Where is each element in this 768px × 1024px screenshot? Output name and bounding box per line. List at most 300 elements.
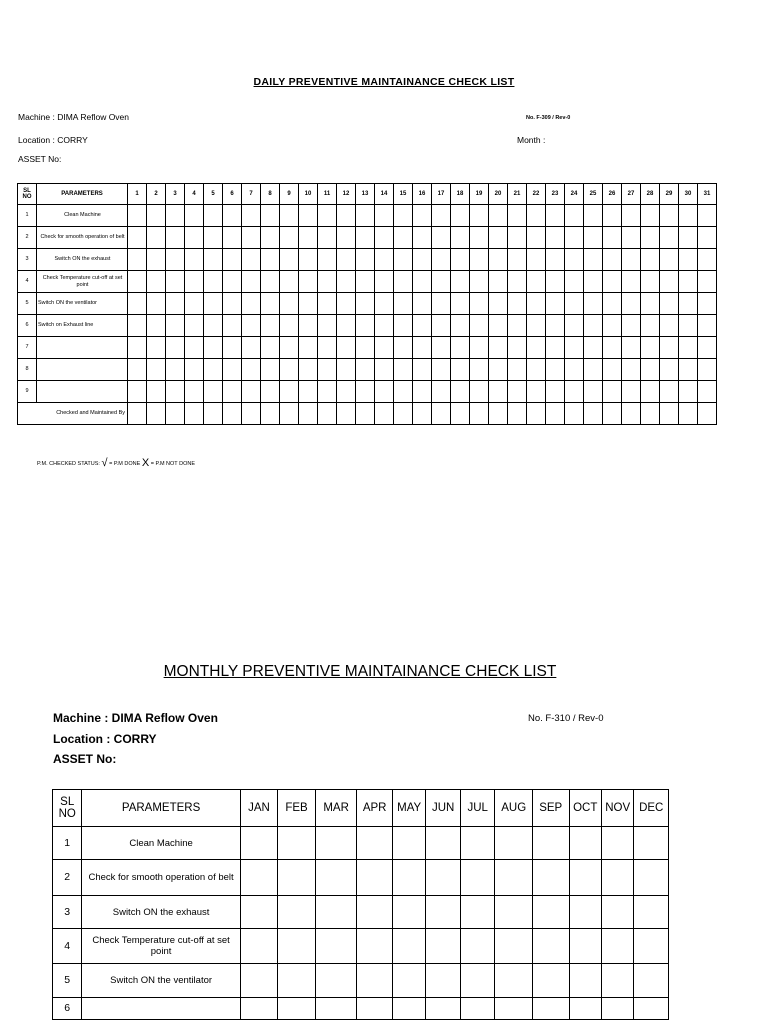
check-cell[interactable] [299, 227, 318, 249]
check-cell[interactable] [223, 293, 242, 315]
signature-cell[interactable] [432, 403, 451, 425]
check-cell[interactable] [470, 271, 489, 293]
check-cell[interactable] [337, 227, 356, 249]
signature-cell[interactable] [641, 403, 660, 425]
check-cell[interactable] [337, 205, 356, 227]
check-cell[interactable] [489, 359, 508, 381]
signature-cell[interactable] [603, 403, 622, 425]
check-cell[interactable] [337, 381, 356, 403]
check-cell[interactable] [185, 293, 204, 315]
signature-cell[interactable] [261, 403, 280, 425]
check-cell[interactable] [698, 293, 717, 315]
check-cell[interactable] [413, 271, 432, 293]
check-cell[interactable] [147, 227, 166, 249]
check-cell[interactable] [634, 860, 669, 896]
check-cell[interactable] [318, 271, 337, 293]
check-cell[interactable] [565, 249, 584, 271]
check-cell[interactable] [660, 271, 679, 293]
check-cell[interactable] [299, 271, 318, 293]
check-cell[interactable] [679, 205, 698, 227]
check-cell[interactable] [698, 381, 717, 403]
check-cell[interactable] [261, 359, 280, 381]
signature-cell[interactable] [166, 403, 185, 425]
check-cell[interactable] [242, 271, 261, 293]
check-cell[interactable] [634, 998, 669, 1020]
check-cell[interactable] [451, 337, 470, 359]
check-cell[interactable] [603, 315, 622, 337]
check-cell[interactable] [315, 998, 357, 1020]
check-cell[interactable] [532, 860, 569, 896]
check-cell[interactable] [394, 227, 413, 249]
check-cell[interactable] [679, 249, 698, 271]
check-cell[interactable] [634, 929, 669, 964]
check-cell[interactable] [375, 359, 394, 381]
check-cell[interactable] [394, 359, 413, 381]
signature-cell[interactable] [489, 403, 508, 425]
check-cell[interactable] [185, 205, 204, 227]
signature-cell[interactable] [375, 403, 394, 425]
check-cell[interactable] [337, 293, 356, 315]
check-cell[interactable] [299, 381, 318, 403]
check-cell[interactable] [601, 827, 633, 860]
check-cell[interactable] [460, 929, 495, 964]
check-cell[interactable] [392, 929, 425, 964]
check-cell[interactable] [641, 381, 660, 403]
check-cell[interactable] [634, 827, 669, 860]
check-cell[interactable] [489, 227, 508, 249]
signature-cell[interactable] [679, 403, 698, 425]
check-cell[interactable] [546, 359, 565, 381]
check-cell[interactable] [603, 337, 622, 359]
check-cell[interactable] [223, 227, 242, 249]
check-cell[interactable] [470, 293, 489, 315]
check-cell[interactable] [698, 359, 717, 381]
check-cell[interactable] [426, 998, 461, 1020]
check-cell[interactable] [565, 205, 584, 227]
check-cell[interactable] [278, 827, 316, 860]
check-cell[interactable] [451, 293, 470, 315]
check-cell[interactable] [242, 337, 261, 359]
check-cell[interactable] [603, 249, 622, 271]
check-cell[interactable] [185, 227, 204, 249]
signature-cell[interactable] [565, 403, 584, 425]
check-cell[interactable] [508, 315, 527, 337]
signature-cell[interactable] [204, 403, 223, 425]
check-cell[interactable] [641, 205, 660, 227]
check-cell[interactable] [357, 896, 393, 929]
check-cell[interactable] [356, 227, 375, 249]
check-cell[interactable] [147, 359, 166, 381]
check-cell[interactable] [584, 381, 603, 403]
check-cell[interactable] [185, 337, 204, 359]
check-cell[interactable] [357, 964, 393, 998]
check-cell[interactable] [426, 860, 461, 896]
check-cell[interactable] [357, 998, 393, 1020]
check-cell[interactable] [565, 315, 584, 337]
check-cell[interactable] [318, 249, 337, 271]
check-cell[interactable] [356, 315, 375, 337]
check-cell[interactable] [375, 249, 394, 271]
check-cell[interactable] [299, 337, 318, 359]
check-cell[interactable] [356, 359, 375, 381]
check-cell[interactable] [660, 337, 679, 359]
check-cell[interactable] [392, 860, 425, 896]
check-cell[interactable] [622, 315, 641, 337]
check-cell[interactable] [242, 293, 261, 315]
check-cell[interactable] [413, 337, 432, 359]
check-cell[interactable] [185, 315, 204, 337]
check-cell[interactable] [527, 227, 546, 249]
check-cell[interactable] [413, 293, 432, 315]
check-cell[interactable] [280, 227, 299, 249]
check-cell[interactable] [660, 205, 679, 227]
check-cell[interactable] [569, 896, 601, 929]
check-cell[interactable] [280, 249, 299, 271]
check-cell[interactable] [508, 337, 527, 359]
check-cell[interactable] [460, 998, 495, 1020]
check-cell[interactable] [240, 998, 278, 1020]
check-cell[interactable] [622, 249, 641, 271]
check-cell[interactable] [432, 205, 451, 227]
check-cell[interactable] [278, 964, 316, 998]
check-cell[interactable] [527, 381, 546, 403]
check-cell[interactable] [315, 896, 357, 929]
check-cell[interactable] [185, 359, 204, 381]
check-cell[interactable] [532, 827, 569, 860]
check-cell[interactable] [470, 249, 489, 271]
check-cell[interactable] [375, 315, 394, 337]
check-cell[interactable] [280, 381, 299, 403]
check-cell[interactable] [489, 293, 508, 315]
check-cell[interactable] [280, 337, 299, 359]
check-cell[interactable] [470, 337, 489, 359]
check-cell[interactable] [532, 964, 569, 998]
check-cell[interactable] [470, 227, 489, 249]
check-cell[interactable] [280, 205, 299, 227]
check-cell[interactable] [299, 205, 318, 227]
check-cell[interactable] [451, 227, 470, 249]
check-cell[interactable] [299, 315, 318, 337]
check-cell[interactable] [432, 249, 451, 271]
check-cell[interactable] [470, 205, 489, 227]
check-cell[interactable] [603, 293, 622, 315]
signature-cell[interactable] [584, 403, 603, 425]
check-cell[interactable] [569, 964, 601, 998]
check-cell[interactable] [546, 227, 565, 249]
check-cell[interactable] [584, 315, 603, 337]
check-cell[interactable] [278, 929, 316, 964]
signature-cell[interactable] [508, 403, 527, 425]
check-cell[interactable] [278, 896, 316, 929]
check-cell[interactable] [128, 227, 147, 249]
check-cell[interactable] [432, 293, 451, 315]
check-cell[interactable] [280, 293, 299, 315]
check-cell[interactable] [204, 337, 223, 359]
check-cell[interactable] [318, 227, 337, 249]
check-cell[interactable] [460, 964, 495, 998]
check-cell[interactable] [299, 249, 318, 271]
check-cell[interactable] [569, 860, 601, 896]
check-cell[interactable] [318, 293, 337, 315]
check-cell[interactable] [495, 827, 533, 860]
check-cell[interactable] [392, 964, 425, 998]
check-cell[interactable] [147, 315, 166, 337]
check-cell[interactable] [318, 315, 337, 337]
check-cell[interactable] [460, 827, 495, 860]
check-cell[interactable] [128, 205, 147, 227]
check-cell[interactable] [532, 998, 569, 1020]
check-cell[interactable] [357, 860, 393, 896]
check-cell[interactable] [147, 381, 166, 403]
check-cell[interactable] [128, 359, 147, 381]
signature-cell[interactable] [318, 403, 337, 425]
check-cell[interactable] [394, 381, 413, 403]
check-cell[interactable] [660, 315, 679, 337]
check-cell[interactable] [622, 227, 641, 249]
signature-cell[interactable] [527, 403, 546, 425]
check-cell[interactable] [698, 271, 717, 293]
check-cell[interactable] [641, 337, 660, 359]
check-cell[interactable] [261, 227, 280, 249]
check-cell[interactable] [223, 249, 242, 271]
check-cell[interactable] [641, 293, 660, 315]
check-cell[interactable] [569, 827, 601, 860]
check-cell[interactable] [375, 381, 394, 403]
check-cell[interactable] [451, 381, 470, 403]
check-cell[interactable] [622, 359, 641, 381]
check-cell[interactable] [261, 315, 280, 337]
check-cell[interactable] [240, 929, 278, 964]
check-cell[interactable] [679, 337, 698, 359]
check-cell[interactable] [641, 227, 660, 249]
check-cell[interactable] [280, 359, 299, 381]
check-cell[interactable] [495, 896, 533, 929]
check-cell[interactable] [413, 315, 432, 337]
check-cell[interactable] [318, 205, 337, 227]
check-cell[interactable] [337, 271, 356, 293]
check-cell[interactable] [185, 271, 204, 293]
check-cell[interactable] [261, 205, 280, 227]
check-cell[interactable] [698, 227, 717, 249]
check-cell[interactable] [679, 271, 698, 293]
check-cell[interactable] [394, 337, 413, 359]
check-cell[interactable] [394, 249, 413, 271]
signature-cell[interactable] [413, 403, 432, 425]
check-cell[interactable] [546, 293, 565, 315]
check-cell[interactable] [315, 964, 357, 998]
check-cell[interactable] [413, 227, 432, 249]
signature-cell[interactable] [299, 403, 318, 425]
check-cell[interactable] [356, 205, 375, 227]
check-cell[interactable] [261, 249, 280, 271]
check-cell[interactable] [489, 381, 508, 403]
check-cell[interactable] [603, 227, 622, 249]
check-cell[interactable] [261, 271, 280, 293]
check-cell[interactable] [565, 337, 584, 359]
check-cell[interactable] [204, 249, 223, 271]
check-cell[interactable] [470, 381, 489, 403]
signature-cell[interactable] [622, 403, 641, 425]
check-cell[interactable] [166, 249, 185, 271]
check-cell[interactable] [261, 293, 280, 315]
check-cell[interactable] [527, 205, 546, 227]
check-cell[interactable] [546, 249, 565, 271]
check-cell[interactable] [240, 860, 278, 896]
signature-cell[interactable] [546, 403, 565, 425]
check-cell[interactable] [584, 293, 603, 315]
check-cell[interactable] [527, 337, 546, 359]
check-cell[interactable] [495, 929, 533, 964]
check-cell[interactable] [426, 827, 461, 860]
check-cell[interactable] [584, 337, 603, 359]
check-cell[interactable] [508, 359, 527, 381]
check-cell[interactable] [584, 249, 603, 271]
check-cell[interactable] [242, 227, 261, 249]
check-cell[interactable] [603, 381, 622, 403]
check-cell[interactable] [432, 271, 451, 293]
check-cell[interactable] [413, 359, 432, 381]
signature-cell[interactable] [394, 403, 413, 425]
check-cell[interactable] [240, 964, 278, 998]
check-cell[interactable] [508, 271, 527, 293]
check-cell[interactable] [660, 381, 679, 403]
check-cell[interactable] [546, 271, 565, 293]
check-cell[interactable] [634, 964, 669, 998]
check-cell[interactable] [204, 271, 223, 293]
check-cell[interactable] [392, 827, 425, 860]
check-cell[interactable] [508, 381, 527, 403]
check-cell[interactable] [622, 337, 641, 359]
check-cell[interactable] [413, 381, 432, 403]
check-cell[interactable] [601, 929, 633, 964]
check-cell[interactable] [679, 359, 698, 381]
check-cell[interactable] [261, 381, 280, 403]
check-cell[interactable] [128, 337, 147, 359]
check-cell[interactable] [603, 271, 622, 293]
check-cell[interactable] [356, 293, 375, 315]
signature-cell[interactable] [280, 403, 299, 425]
check-cell[interactable] [451, 249, 470, 271]
check-cell[interactable] [185, 249, 204, 271]
check-cell[interactable] [489, 249, 508, 271]
check-cell[interactable] [242, 249, 261, 271]
check-cell[interactable] [337, 315, 356, 337]
check-cell[interactable] [204, 205, 223, 227]
check-cell[interactable] [508, 249, 527, 271]
check-cell[interactable] [413, 249, 432, 271]
check-cell[interactable] [565, 227, 584, 249]
check-cell[interactable] [357, 827, 393, 860]
check-cell[interactable] [166, 271, 185, 293]
check-cell[interactable] [622, 271, 641, 293]
check-cell[interactable] [392, 998, 425, 1020]
check-cell[interactable] [432, 337, 451, 359]
signature-cell[interactable] [128, 403, 147, 425]
check-cell[interactable] [432, 315, 451, 337]
check-cell[interactable] [166, 293, 185, 315]
check-cell[interactable] [318, 359, 337, 381]
check-cell[interactable] [166, 337, 185, 359]
check-cell[interactable] [128, 271, 147, 293]
check-cell[interactable] [470, 315, 489, 337]
check-cell[interactable] [128, 381, 147, 403]
check-cell[interactable] [357, 929, 393, 964]
check-cell[interactable] [546, 315, 565, 337]
check-cell[interactable] [356, 381, 375, 403]
check-cell[interactable] [166, 359, 185, 381]
check-cell[interactable] [601, 998, 633, 1020]
check-cell[interactable] [451, 205, 470, 227]
signature-cell[interactable] [660, 403, 679, 425]
check-cell[interactable] [375, 271, 394, 293]
check-cell[interactable] [204, 381, 223, 403]
check-cell[interactable] [426, 964, 461, 998]
check-cell[interactable] [527, 271, 546, 293]
check-cell[interactable] [223, 381, 242, 403]
check-cell[interactable] [356, 337, 375, 359]
check-cell[interactable] [495, 998, 533, 1020]
check-cell[interactable] [660, 227, 679, 249]
check-cell[interactable] [698, 249, 717, 271]
check-cell[interactable] [147, 205, 166, 227]
check-cell[interactable] [278, 860, 316, 896]
check-cell[interactable] [375, 337, 394, 359]
check-cell[interactable] [698, 205, 717, 227]
check-cell[interactable] [375, 205, 394, 227]
check-cell[interactable] [426, 896, 461, 929]
check-cell[interactable] [489, 337, 508, 359]
check-cell[interactable] [315, 860, 357, 896]
check-cell[interactable] [128, 249, 147, 271]
check-cell[interactable] [527, 359, 546, 381]
check-cell[interactable] [460, 860, 495, 896]
check-cell[interactable] [242, 315, 261, 337]
check-cell[interactable] [204, 227, 223, 249]
check-cell[interactable] [451, 315, 470, 337]
check-cell[interactable] [565, 381, 584, 403]
check-cell[interactable] [641, 249, 660, 271]
check-cell[interactable] [603, 359, 622, 381]
check-cell[interactable] [280, 271, 299, 293]
check-cell[interactable] [569, 998, 601, 1020]
check-cell[interactable] [394, 205, 413, 227]
check-cell[interactable] [569, 929, 601, 964]
check-cell[interactable] [223, 315, 242, 337]
check-cell[interactable] [242, 205, 261, 227]
check-cell[interactable] [337, 249, 356, 271]
check-cell[interactable] [679, 315, 698, 337]
check-cell[interactable] [489, 205, 508, 227]
check-cell[interactable] [584, 359, 603, 381]
check-cell[interactable] [166, 315, 185, 337]
check-cell[interactable] [392, 896, 425, 929]
check-cell[interactable] [240, 827, 278, 860]
check-cell[interactable] [660, 249, 679, 271]
check-cell[interactable] [426, 929, 461, 964]
check-cell[interactable] [565, 293, 584, 315]
check-cell[interactable] [128, 293, 147, 315]
check-cell[interactable] [698, 337, 717, 359]
check-cell[interactable] [641, 359, 660, 381]
check-cell[interactable] [532, 929, 569, 964]
check-cell[interactable] [584, 227, 603, 249]
check-cell[interactable] [660, 293, 679, 315]
signature-cell[interactable] [356, 403, 375, 425]
check-cell[interactable] [356, 249, 375, 271]
check-cell[interactable] [527, 315, 546, 337]
signature-cell[interactable] [698, 403, 717, 425]
check-cell[interactable] [318, 337, 337, 359]
